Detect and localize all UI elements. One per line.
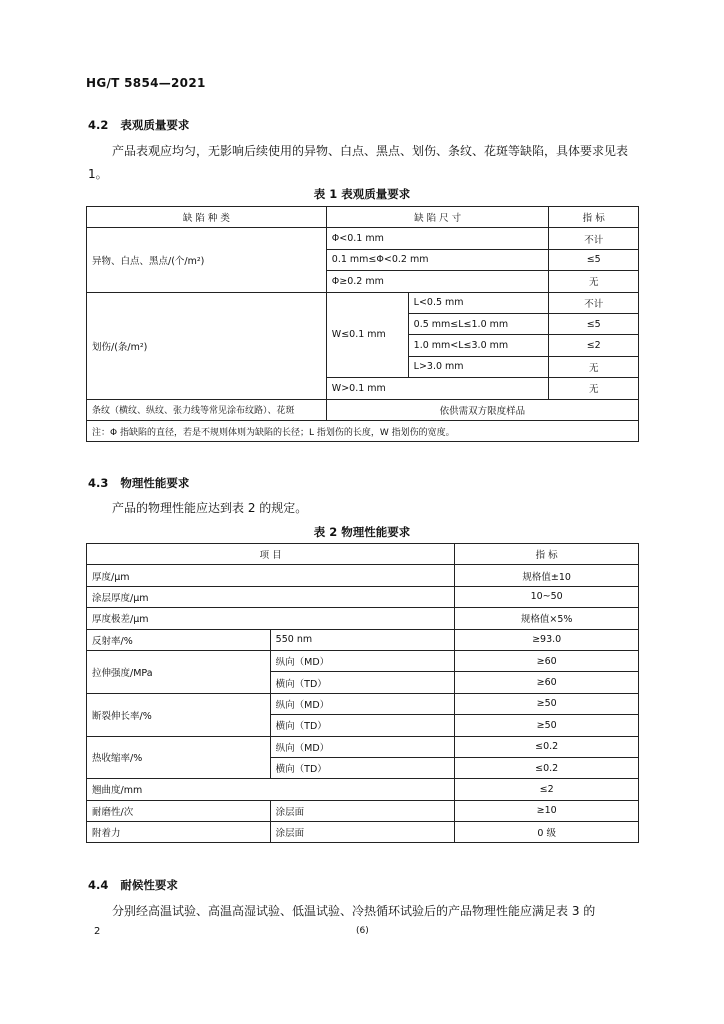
section-4-4-text: 分别经高温试验、高温高湿试验、低温试验、冷热循环试验后的产品物理性能应满足表 3 的 — [112, 904, 596, 918]
item-cell: 翘曲度/mm — [87, 779, 455, 800]
section-title: 耐候性要求 — [120, 878, 178, 892]
index-cell: ≥60 — [455, 672, 639, 693]
document-header: HG/T 5854—2021 — [86, 76, 206, 90]
defect-size-cell: Φ≥0.2 mm — [326, 271, 549, 292]
index-cell: 10~50 — [455, 586, 639, 607]
item-cell: 热收缩率/% — [87, 736, 271, 779]
index-cell: 0 级 — [455, 822, 639, 843]
table-row — [87, 586, 639, 607]
header-index: 指 标 — [455, 544, 639, 565]
table-note: 注：Φ 指缺陷的直径，若是不规则体则为缺陷的长径；L 指划伤的长度，W 指划伤的宽度。 — [87, 420, 639, 441]
table-row — [87, 779, 639, 800]
index-cell: ≤2 — [455, 779, 639, 800]
table-row — [87, 800, 639, 821]
page-code: (6) — [356, 926, 369, 936]
header-item: 项 目 — [87, 544, 455, 565]
defect-size-cell: L>3.0 mm — [408, 356, 549, 377]
index-cell: 不计 — [549, 292, 639, 313]
table1-caption: 表 1 表观质量要求 — [313, 187, 411, 201]
scratch-width-cell: W≤0.1 mm — [326, 292, 408, 378]
index-cell: ≥60 — [455, 650, 639, 671]
header-index: 指 标 — [549, 207, 639, 228]
table-appearance-quality — [86, 206, 639, 442]
table-row — [87, 399, 639, 420]
index-cell: ≥93.0 — [455, 629, 639, 650]
item-cell: 厚度/μm — [87, 565, 455, 586]
index-cell: 依供需双方限度样品 — [326, 399, 638, 420]
index-cell: ≤2 — [549, 335, 639, 356]
index-cell: 无 — [549, 356, 639, 377]
defect-size-cell: 0.5 mm≤L≤1.0 mm — [408, 313, 549, 334]
condition-cell: 涂层面 — [270, 822, 455, 843]
item-cell: 涂层厚度/μm — [87, 586, 455, 607]
defect-size-cell: Φ<0.1 mm — [326, 228, 549, 249]
table-row — [87, 736, 639, 757]
table-row — [87, 292, 639, 313]
index-cell: 无 — [549, 378, 639, 399]
index-cell: ≤5 — [549, 313, 639, 334]
section-4-3-heading — [88, 475, 189, 491]
item-cell: 耐磨性/次 — [87, 800, 271, 821]
index-cell: ≤5 — [549, 249, 639, 270]
table-note-row — [87, 420, 639, 441]
item-cell: 拉伸强度/MPa — [87, 650, 271, 693]
header-defect-type: 缺 陷 种 类 — [87, 207, 327, 228]
defect-size-cell: L<0.5 mm — [408, 292, 549, 313]
defect-size-cell: 1.0 mm<L≤3.0 mm — [408, 335, 549, 356]
condition-cell: 横向（TD） — [270, 715, 455, 736]
section-title: 物理性能要求 — [120, 476, 190, 490]
item-cell: 附着力 — [87, 822, 271, 843]
table-header-row — [87, 544, 639, 565]
index-cell: ≥50 — [455, 715, 639, 736]
item-cell: 厚度极差/μm — [87, 608, 455, 629]
table-row — [87, 565, 639, 586]
condition-cell: 纵向（MD） — [270, 736, 455, 757]
table-row — [87, 822, 639, 843]
section-number: 4.2 — [88, 118, 109, 132]
condition-cell: 550 nm — [270, 629, 455, 650]
index-cell: 无 — [549, 271, 639, 292]
index-cell: 不计 — [549, 228, 639, 249]
defect-size-cell: W>0.1 mm — [326, 378, 549, 399]
table2-caption: 表 2 物理性能要求 — [313, 525, 411, 539]
condition-cell: 纵向（MD） — [270, 650, 455, 671]
condition-cell: 横向（TD） — [270, 757, 455, 778]
section-number: 4.3 — [88, 476, 109, 490]
header-defect-size: 缺 陷 尺 寸 — [326, 207, 549, 228]
table-physical-properties — [86, 543, 639, 843]
table-row — [87, 608, 639, 629]
index-cell: ≤0.2 — [455, 757, 639, 778]
defect-type-cell: 划伤/(条/m²) — [87, 292, 327, 399]
index-cell: 规格值±10 — [455, 565, 639, 586]
section-4-4-heading — [88, 877, 178, 893]
condition-cell: 涂层面 — [270, 800, 455, 821]
table-row — [87, 629, 639, 650]
item-cell: 反射率/% — [87, 629, 271, 650]
condition-cell: 纵向（MD） — [270, 693, 455, 714]
defect-size-cell: 0.1 mm≤Φ<0.2 mm — [326, 249, 549, 270]
section-4-3-text: 产品的物理性能应达到表 2 的规定。 — [112, 501, 308, 515]
defect-type-cell: 条纹（横纹、纵纹、张力线等常见涂布纹路）、花斑 — [87, 399, 327, 420]
table-row — [87, 650, 639, 671]
condition-cell: 横向（TD） — [270, 672, 455, 693]
table-row — [87, 693, 639, 714]
section-title: 表观质量要求 — [120, 118, 190, 132]
table-header-row — [87, 207, 639, 228]
index-cell: ≤0.2 — [455, 736, 639, 757]
section-4-2-text: 产品表观应均匀，无影响后续使用的异物、白点、黑点、划伤、条纹、花斑等缺陷，具体要求见表 1。 — [88, 144, 629, 181]
section-number: 4.4 — [88, 878, 109, 892]
defect-type-cell: 异物、白点、黑点/(个/m²) — [87, 228, 327, 292]
section-4-2-heading — [88, 117, 189, 133]
index-cell: 规格值×5% — [455, 608, 639, 629]
item-cell: 断裂伸长率/% — [87, 693, 271, 736]
page-number: 2 — [94, 926, 101, 937]
index-cell: ≥50 — [455, 693, 639, 714]
index-cell: ≥10 — [455, 800, 639, 821]
table-row — [87, 228, 639, 249]
